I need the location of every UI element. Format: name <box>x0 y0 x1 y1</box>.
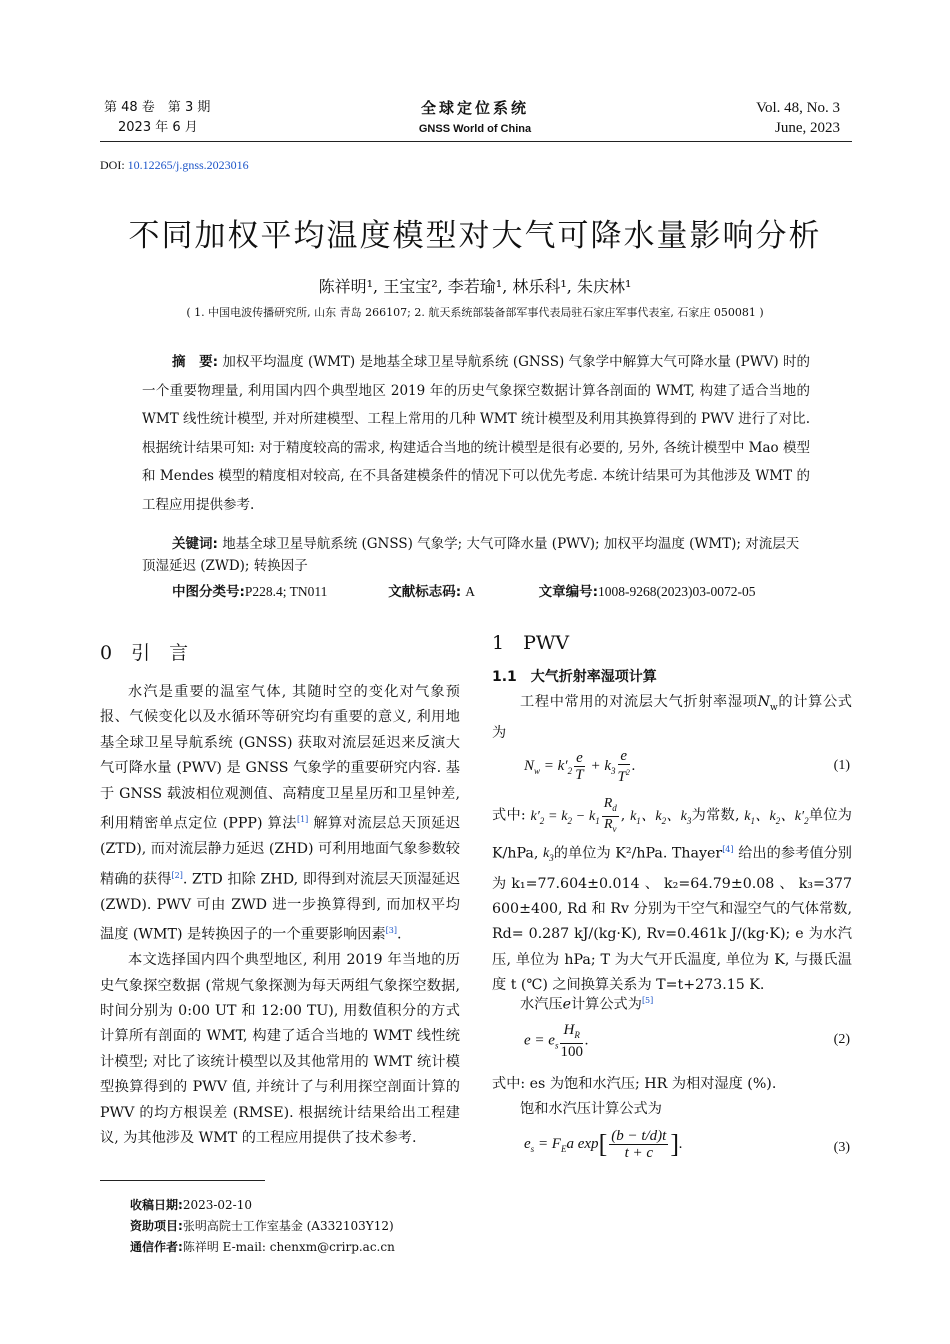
clc-label: 中图分类号: <box>172 584 245 600</box>
intro-paragraph-1 <box>100 680 460 948</box>
issue-date-en: June, 2023 <box>775 120 840 136</box>
abstract-text: 加权平均温度 (WMT) 是地基全球卫星导航系统 (GNSS) 气象学中解算大气可降水量 (PWV) 时的一个重要物理量, 利用国内四个典型地区 2019 年的历史气象探空数据计算各剖面的 WMT, 构建了适合当地的 WMT 线性统计模型, 并对所建模型、工程上常用的几种 WMT 统计模型及利用其换算得到的 PWV 进行了对比. 根据统计结果可知: 对于精度较高的需求, 构建适合当地的统计模型是很有必要的, 另外, 各统计模型中 Mao 模型和 Mendes 模型的精度相对较高, 在不具备建模条件的情况下可以优先考虑. 本统计结果可为其他涉及 WMT 的工程应用提供参考. <box>142 354 810 513</box>
eq1-explanation: 式中: $k'_2 = k_2 - k_1$ $\frac{R_d}{R_v}$ , $k_1$、$k_2$、$k_3$为常数, $k_1$、$k_2$、$k'_2$单位为 K/hPa, $k_3$的单位为 K²/hPa. Thayer[4] 给出的参考值分别为k₁=77.604±0.014、k₂=64.79±0.08、k₃=377 600±400, Rd 和 Rv 分别为干空气和湿空气的气体常数, Rd= 0.287 kJ/(kg·K), Rv=0.461k J/(kg·K); e 为水汽压, 单位为 hPa; T 为大气开氏温度, 单位为 K, 与摄氏温度 t (℃) 之间换算关系为 T=t+273.15 K. <box>492 796 852 994</box>
journal-volume-en <box>756 98 840 138</box>
article-no-value: 1008-9268(2023)03-0072-05 <box>598 584 756 599</box>
doi-link[interactable]: 10.12265/j.gnss.2023016 <box>127 158 249 172</box>
eq1-where-rest: , Rd 和 Rv 分别为干空气和湿空气的气体常数, Rd= 0.287 kJ/(kg·K), Rv=0.461k J/(kg·K); e 为水汽压, 单位为 hPa; T 为大气开氏温度, 单位为 K, 与摄氏温度 t (℃) 之间换算关系为 T=t+273.15 K. <box>492 900 852 994</box>
eq2-where: 式中: es 为饱和水汽压; HR 为相对湿度 (%). <box>492 1076 777 1092</box>
citation-2[interactable]: [2] <box>171 870 183 880</box>
section-heading-pwv: 1 PWV <box>492 632 570 654</box>
k-values: k₁=77.604±0.014、k₂=64.79±0.08、k₃=377 600±400 <box>492 875 852 917</box>
doi-line <box>100 158 249 173</box>
journal-title-cn: 全球定位系统 <box>420 99 529 117</box>
header-divider <box>100 141 852 142</box>
issue-date: 2023 年 6 月 <box>118 120 198 135</box>
vapor-symbol: e <box>562 996 571 1013</box>
affiliations: ( 1. 中国电波传播研究所, 山东 青岛 266107; 2. 航天系统部装备部军事代表局驻石家庄军事代表室, 石家庄 050081 ) <box>186 306 764 319</box>
abstract <box>142 348 810 520</box>
pwv-intro <box>492 690 852 747</box>
intro-body <box>100 680 460 1152</box>
citation-4[interactable]: [4] <box>722 844 734 854</box>
journal-title-en: GNSS World of China <box>418 123 532 135</box>
citation-5[interactable]: [5] <box>641 996 654 1005</box>
equation-2: $e = e_s$ $\frac{H_R}{100}$ . <box>524 1022 589 1060</box>
footnote-corresponding <box>130 1238 395 1256</box>
abstract-label: 摘 要: <box>172 354 219 370</box>
equation-3: $e_s = F_Ea$ exp[ $\frac{(b - t/d)t}{t + c}$ ]. <box>524 1128 683 1161</box>
nw-symbol: N <box>757 694 771 710</box>
vapor-intro-a: 水汽压 <box>520 996 563 1013</box>
pwv-intro-text <box>492 690 852 747</box>
equation-2-number: (2) <box>833 1032 850 1047</box>
eq1-unit-b: 的单位为 K²/hPa. Thayer <box>553 845 723 862</box>
citation-3[interactable]: [3] <box>385 926 398 936</box>
corr-label: 通信作者: <box>130 1240 183 1254</box>
footnote-divider <box>100 1180 265 1181</box>
pwv-intro-b: 的计算公式为 <box>492 694 852 742</box>
received-value: 2023-02-10 <box>182 1198 252 1212</box>
citation-1[interactable]: [1] <box>296 815 309 825</box>
eq1-where-label: 式中: <box>492 807 531 824</box>
sat-intro: 饱和水汽压计算公式为 <box>520 1101 662 1118</box>
author-list: 陈祥明¹, 王宝宝², 李若瑜¹, 林乐科¹, 朱庆林¹ <box>318 277 632 296</box>
vapor-intro-b: 计算公式为 <box>570 996 642 1013</box>
equation-1-number: (1) <box>833 758 850 773</box>
eq1-ref-values: 给出的参考值分别为 <box>492 845 852 892</box>
classification-row <box>172 580 755 600</box>
doc-code-value: A <box>465 584 475 599</box>
intro-p1-d: . <box>397 926 402 943</box>
eq2-explanation <box>492 1072 852 1123</box>
intro-p1-b: 解算对流层总天顶延迟 (ZTD), 而对流层静力延迟 (ZHD) 可利用地面气象参数较精确的获得 <box>100 815 460 888</box>
paper-title: 不同加权平均温度模型对大气可降水量影响分析 <box>128 218 822 254</box>
vapor-intro <box>492 988 852 1018</box>
eq1-sep: , <box>620 807 631 824</box>
clc-value: P228.4; TN011 <box>244 584 328 599</box>
section-heading-intro: 0 引 言 <box>100 642 189 664</box>
doc-code-label: 文献标志码: <box>388 584 462 600</box>
nw-subscript: w <box>770 702 778 713</box>
fund-value: 张明高院士工作室基金 (A332103Y12) <box>182 1219 394 1233</box>
corr-value: 陈祥明 E-mail: chenxm@crirp.ac.cn <box>182 1240 395 1254</box>
keywords-label: 关键词: <box>172 536 218 552</box>
volume-issue: 第 48 卷 第 3 期 <box>104 100 211 115</box>
pwv-intro-a: 工程中常用的对流层大气折射率湿项 <box>520 694 758 710</box>
equation-1: $N_w = k'_2$ $\frac{e}{T}$ + $k_3$ $\frac{e}{T^2}$ . <box>524 748 636 785</box>
eq1-constant: 为常数, <box>691 807 745 824</box>
equation-3-number: (3) <box>833 1140 850 1155</box>
intro-p1-c: . ZTD 扣除 ZHD, 即得到对流层天顶湿延迟 (ZWD). PWV 可由 ZWD 进一步换算得到, 而加权平均温度 (WMT) 是转换因子的一个重要影响因素 <box>100 871 460 943</box>
volume-issue-en: Vol. 48, No. 3 <box>756 100 840 116</box>
article-no-label: 文章编号: <box>538 584 598 600</box>
intro-p1-a: 水汽是重要的温室气体, 其随时空的变化对气象预报、气候变化以及水循环等研究均有重要的意义, 利用地基全球卫星导航系统 (GNSS) 获取对流层延迟来反演大气可降水量 (PWV) 是 GNSS 气象学的重要研究内容. 基于 GNSS 载波相位观测值、高精度卫星星历和卫星钟差, 利用精密单点定位 (PPP) 算法 <box>100 684 460 832</box>
received-label: 收稿日期: <box>130 1198 183 1212</box>
footnote-fund <box>130 1217 394 1235</box>
keywords-text: 地基全球卫星导航系统 (GNSS) 气象学; 大气可降水量 (PWV); 加权平均温度 (WMT); 对流层天顶湿延迟 (ZWD); 转换因子 <box>142 536 800 574</box>
intro-paragraph-2: 本文选择国内四个典型地区, 利用 2019 年当地的历史气象探空数据 (常规气象探测为每天两组气象探空数据, 时间分别为 0:00 UT 和 12:00 TU), 用数值积分的方式计算所有剖面的 WMT, 构建了适合当地的 WMT 线性统计模型; 对比了该统计模型以及其他常用的 WMT 统计模型换算得到的 PWV 值, 并统计了与利用探空剖面计算的 PWV 的均方根误差 (RMSE). 根据统计结果给出工程建议, 为其他涉及 WMT 的工程应用提供了技术参考. <box>100 952 460 1147</box>
keywords <box>142 533 810 577</box>
eq1-unit-a: 单位为 K/hPa, <box>492 807 852 862</box>
footnote-received <box>130 1196 252 1214</box>
fund-label: 资助项目: <box>130 1219 183 1233</box>
doi-label: DOI: <box>100 158 128 172</box>
subsection-heading: 1.1 大气折射率湿项计算 <box>492 669 657 685</box>
